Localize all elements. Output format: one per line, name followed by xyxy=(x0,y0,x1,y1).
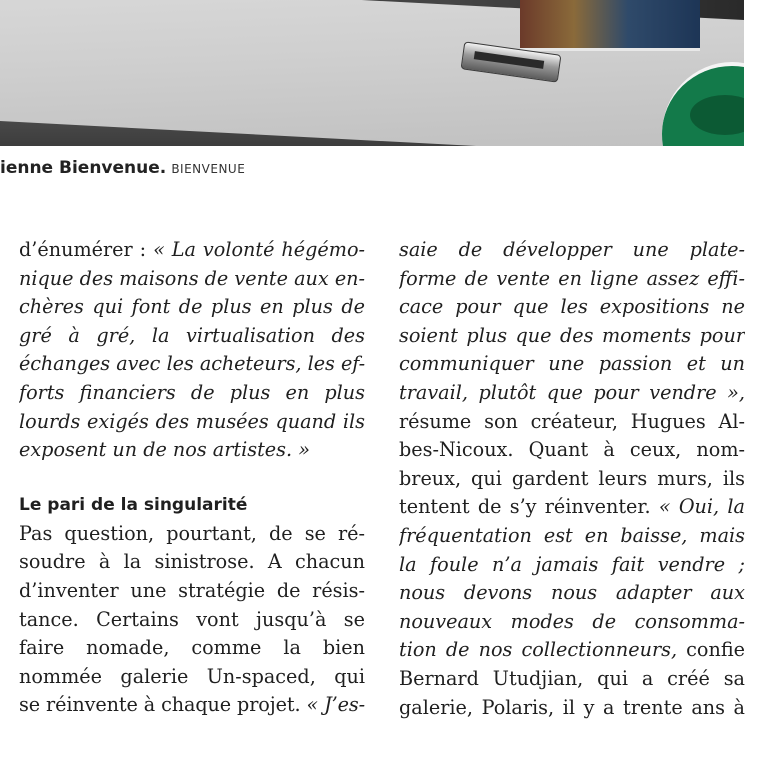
text-line: communiquer une passion et un xyxy=(399,352,745,376)
text-line: gré à gré, la virtualisation des xyxy=(19,323,365,347)
text-line: soudre à la sinistrose. A chacun xyxy=(19,550,365,574)
text-line: échanges avec les acheteurs, les ef- xyxy=(19,352,365,376)
text-line: nouveaux modes de consomma- xyxy=(399,609,745,633)
text-line: fréquentation est en baisse, mais xyxy=(399,523,745,547)
text-line: galerie, Polaris, il y a trente ans à xyxy=(399,695,745,719)
text-line: Bernard Utudjian, qui a créé sa xyxy=(399,666,745,690)
text-line: travail, plutôt que pour vendre », xyxy=(399,380,745,404)
text-line xyxy=(19,691,365,720)
text-line: chères qui font de plus en plus de xyxy=(19,295,365,319)
text-line: lourds exigés des musées quand ils xyxy=(19,409,365,433)
line-roman: se réinvente à chaque projet. xyxy=(19,693,307,717)
text-line: breux, qui gardent leurs murs, ils xyxy=(399,466,745,490)
photo-artwork xyxy=(520,0,700,51)
text-line: bes-Nicoux. Quant à ceux, nom- xyxy=(399,438,745,462)
text-line: saie de développer une plate- xyxy=(399,238,745,261)
text-line: Pas question, pourtant, de se ré- xyxy=(19,521,365,545)
text-line xyxy=(399,493,745,522)
right-column xyxy=(399,236,745,722)
text-line: forts financiers de plus en plus xyxy=(19,380,365,404)
text-line: cace pour que les expositions ne xyxy=(399,295,745,319)
text-line: tance. Certains vont jusqu’à se xyxy=(19,607,365,631)
text-line: soient plus que des moments pour xyxy=(399,323,745,347)
text-line: la foule n’a jamais fait vendre ; xyxy=(399,552,745,576)
line-roman: d’énumérer : xyxy=(19,238,154,261)
text-line: nique des maisons de vente aux en- xyxy=(19,266,365,290)
text-line: exposent un de nos artistes. » xyxy=(19,438,310,462)
text-line: faire nomade, comme la bien xyxy=(19,636,365,660)
line-italic: « La volonté hégémo- xyxy=(153,238,365,261)
line-italic: « Oui, la xyxy=(658,495,745,519)
text-line xyxy=(19,236,365,265)
line-roman: tentent de s’y réinventer. xyxy=(399,495,659,519)
text-line xyxy=(399,636,745,665)
line-roman: confie xyxy=(677,638,745,662)
line-italic: « J’es- xyxy=(306,693,365,717)
text-line: nous devons nous adapter aux xyxy=(399,581,745,605)
text-line: d’inventer une stratégie de résis- xyxy=(19,578,365,602)
left-column xyxy=(19,236,365,720)
photo-credit: BIENVENUE xyxy=(171,162,246,176)
line-italic: tion de nos collectionneurs, xyxy=(399,638,678,662)
article-photo xyxy=(0,0,744,146)
text-line: nommée galerie Un-spaced, qui xyxy=(19,664,365,688)
caption-text: ienne Bienvenue. xyxy=(0,158,167,178)
text-line: forme de vente en ligne assez effi- xyxy=(399,266,745,290)
section-heading: Le pari de la singularité xyxy=(19,494,248,515)
text-line: résume son créateur, Hugues Al- xyxy=(399,409,745,433)
photo-caption xyxy=(0,158,245,178)
